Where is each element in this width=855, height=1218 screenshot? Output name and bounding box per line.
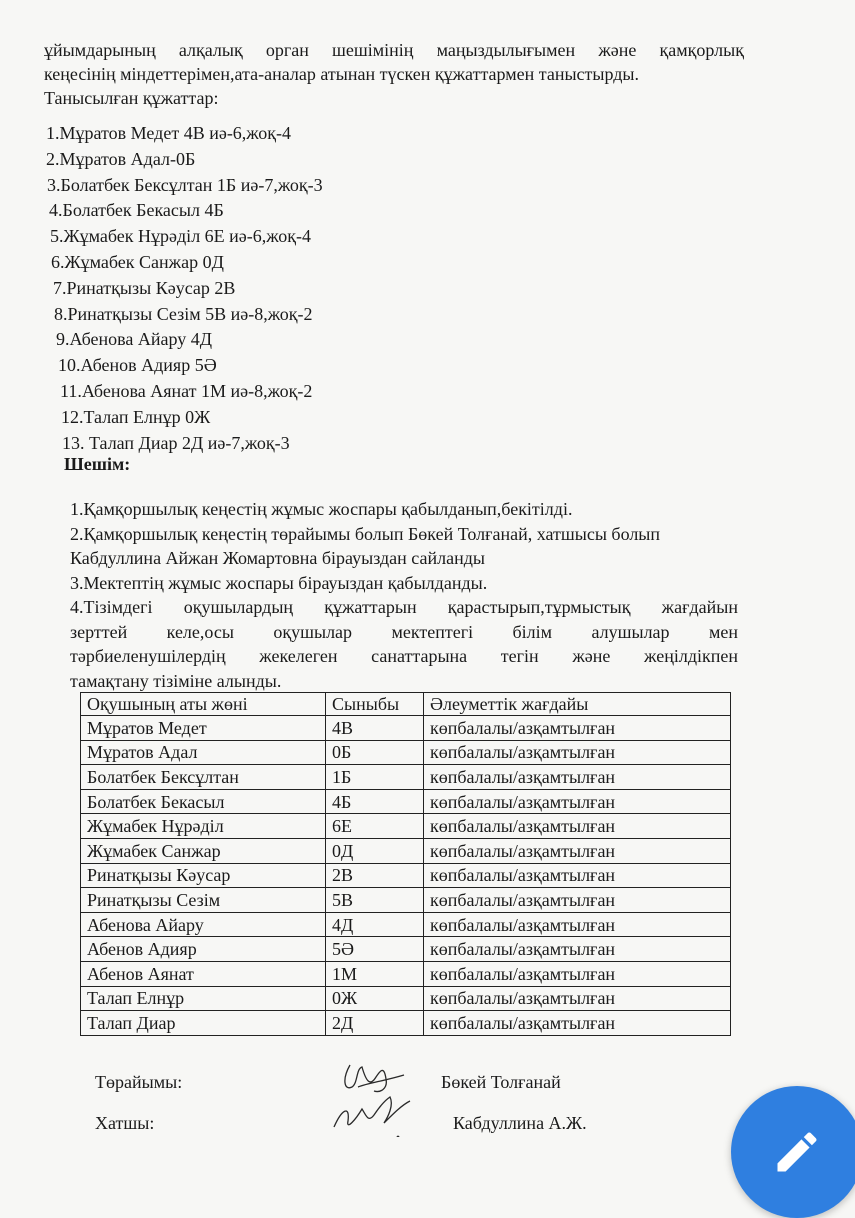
cell-social-status: көпбалалы/азқамтылған (424, 1011, 731, 1036)
cell-class: 5В (326, 888, 424, 913)
intro-line-2: кеңесінің міндеттерімен,ата-аналар атынан түскен құжаттармен таныстырды. (44, 64, 640, 84)
cell-student-name: Абенова Айару (81, 912, 326, 937)
decision-4-line-2: зерттей келе,осы оқушылар мектептегі білім алушылар мен (70, 621, 738, 642)
cell-class: 4Б (326, 789, 424, 814)
cell-social-status: көпбалалы/азқамтылған (424, 740, 731, 765)
intro-paragraph (44, 38, 744, 110)
decisions-block (70, 497, 738, 693)
chair-name: Бөкей Толғанай (441, 1072, 561, 1092)
cell-student-name: Болатбек Бексұлтан (81, 765, 326, 790)
cell-social-status: көпбалалы/азқамтылған (424, 838, 731, 863)
list-item: 10.Абенов Адияр 5Ә (58, 355, 217, 376)
students-table-body (81, 716, 731, 1036)
list-item: 4.Болатбек Бекасыл 4Б (49, 200, 224, 221)
table-row (81, 814, 731, 839)
cell-social-status: көпбалалы/азқамтылған (424, 961, 731, 986)
cell-class: 0Д (326, 838, 424, 863)
list-item: 7.Ринатқызы Кәусар 2В (53, 277, 236, 298)
decision-3: 3.Мектептің жұмыс жоспары бірауыздан қабылданды. (70, 572, 488, 593)
table-row (81, 912, 731, 937)
list-item: 8.Ринатқызы Сезім 5В иә-8,жоқ-2 (54, 303, 313, 324)
table-row (81, 765, 731, 790)
students-table (80, 692, 731, 1036)
list-item: 12.Талап Елнұр 0Ж (61, 406, 211, 427)
list-item: 13. Талап Диар 2Д иә-7,жоқ-3 (62, 432, 290, 453)
secretary-name: Кабдуллина А.Ж. (453, 1113, 587, 1133)
cell-student-name: Ринатқызы Кәусар (81, 863, 326, 888)
cell-social-status: көпбалалы/азқамтылған (424, 937, 731, 962)
table-header-row (81, 693, 731, 716)
list-item: 11.Абенова Аянат 1М иә-8,жоқ-2 (60, 380, 313, 401)
decision-2-line-2: Кабдуллина Айжан Жомартовна бірауыздан сайланды (70, 548, 485, 568)
cell-student-name: Талап Диар (81, 1011, 326, 1036)
table-row (81, 716, 731, 741)
table-row (81, 838, 731, 863)
cell-student-name: Абенов Адияр (81, 937, 326, 962)
header-name: Оқушының аты жөні (81, 693, 326, 716)
table-row (81, 740, 731, 765)
cell-student-name: Ринатқызы Сезім (81, 888, 326, 913)
list-item: 9.Абенова Айару 4Д (56, 329, 213, 350)
decision-2-line-1: 2.Қамқоршылық кеңестің төрайымы болып Бөкей Толғанай, хатшысы болып (70, 523, 661, 544)
table-row (81, 986, 731, 1011)
cell-class: 5Ә (326, 937, 424, 962)
table-row (81, 888, 731, 913)
cell-social-status: көпбалалы/азқамтылған (424, 986, 731, 1011)
pencil-edit-icon (771, 1126, 823, 1178)
cell-social-status: көпбалалы/азқамтылған (424, 789, 731, 814)
cell-student-name: Мұратов Медет (81, 716, 326, 741)
cell-class: 1М (326, 961, 424, 986)
cell-student-name: Мұратов Адал (81, 740, 326, 765)
documents-list (44, 121, 323, 456)
list-item: 2.Мұратов Адал-0Б (46, 148, 196, 169)
decision-4-line-3: тәрбиеленушілердің жекелеген санаттарына тегін және жеңілдікпен (70, 646, 738, 666)
cell-student-name: Талап Елнұр (81, 986, 326, 1011)
cell-student-name: Болатбек Бекасыл (81, 789, 326, 814)
cell-social-status: көпбалалы/азқамтылған (424, 912, 731, 937)
list-item: 3.Болатбек Бексұлтан 1Б иә-7,жоқ-3 (47, 174, 323, 195)
cell-class: 0Б (326, 740, 424, 765)
list-item: 6.Жұмабек Санжар 0Д (51, 251, 224, 272)
decision-1: 1.Қамқоршылық кеңестің жұмыс жоспары қабылданып,бекітілді. (70, 499, 573, 519)
handwritten-signature (328, 1057, 418, 1137)
decision-4-line-1: 4.Тізімдегі оқушылардың құжаттарын қарастырып,тұрмыстық жағдайын (70, 597, 738, 617)
list-item: 5.Жұмабек Нұрәділ 6Е иә-6,жоқ-4 (50, 226, 312, 247)
cell-student-name: Жұмабек Нұрәділ (81, 814, 326, 839)
cell-student-name: Абенов Аянат (81, 961, 326, 986)
decision-4-line-4: тамақтану тізіміне алынды. (70, 670, 282, 691)
chair-label: Төрайымы: (95, 1072, 183, 1092)
header-class: Сыныбы (326, 693, 424, 716)
cell-student-name: Жұмабек Санжар (81, 838, 326, 863)
table-row (81, 937, 731, 962)
documents-heading: Танысылған құжаттар: (44, 88, 219, 108)
cell-class: 4Д (326, 912, 424, 937)
table-row (81, 1011, 731, 1036)
cell-social-status: көпбалалы/азқамтылған (424, 716, 731, 741)
cell-social-status: көпбалалы/азқамтылған (424, 814, 731, 839)
cell-class: 0Ж (326, 986, 424, 1011)
header-social-status: Әлеуметтік жағдайы (424, 693, 731, 716)
table-row (81, 863, 731, 888)
decision-heading: Шешім: (64, 454, 131, 474)
cell-social-status: көпбалалы/азқамтылған (424, 863, 731, 888)
list-item: 1.Мұратов Медет 4В иә-6,жоқ-4 (46, 123, 292, 143)
cell-class: 4В (326, 716, 424, 741)
cell-social-status: көпбалалы/азқамтылған (424, 765, 731, 790)
edit-fab-button[interactable] (731, 1086, 855, 1218)
cell-class: 2Д (326, 1011, 424, 1036)
secretary-label: Хатшы: (95, 1113, 155, 1133)
cell-class: 1Б (326, 765, 424, 790)
table-row (81, 789, 731, 814)
cell-class: 2В (326, 863, 424, 888)
cell-class: 6Е (326, 814, 424, 839)
cell-social-status: көпбалалы/азқамтылған (424, 888, 731, 913)
intro-line-1: ұйымдарының алқалық орган шешімінің маңыздылығымен және қамқорлық (44, 40, 744, 60)
table-row (81, 961, 731, 986)
